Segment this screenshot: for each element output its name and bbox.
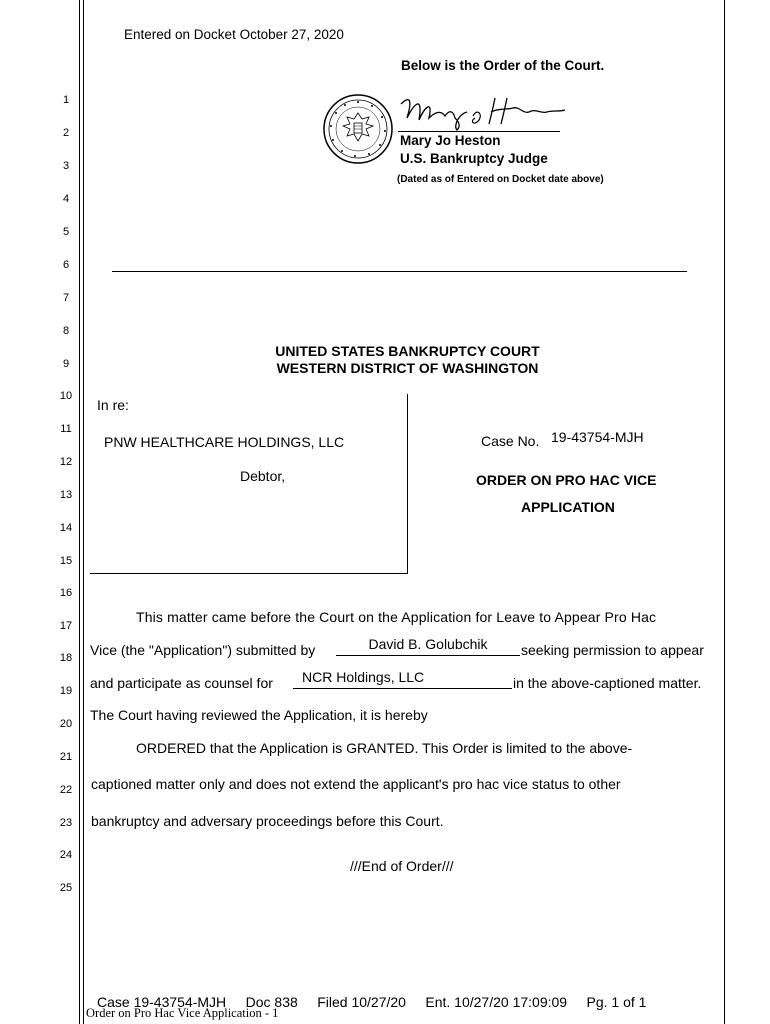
case-number: 19-43754-MJH (551, 429, 644, 445)
client-name-field: NCR Holdings, LLC (293, 669, 512, 689)
applicant-name-field: David B. Golubchik (336, 636, 520, 656)
dated-note: (Dated as of Entered on Docket date above) (397, 174, 604, 185)
line-number: 2 (62, 127, 70, 139)
line-number: 15 (59, 555, 73, 567)
body-p2-line2: captioned matter only and does not extend the applicant's pro hac vice status to other (91, 776, 621, 792)
docket-entry-text: Entered on Docket October 27, 2020 (124, 27, 344, 42)
judge-signature (395, 92, 575, 132)
body-p1-line2-after: seeking permission to appear (521, 642, 704, 658)
case-no-label: Case No. (481, 433, 540, 449)
line-number: 4 (62, 193, 70, 205)
line-number: 19 (59, 685, 73, 697)
header-rule (112, 271, 687, 272)
line-number: 9 (62, 358, 70, 370)
line-number: 20 (59, 718, 73, 730)
order-heading: Below is the Order of the Court. (401, 58, 605, 73)
body-p1-line4: The Court having reviewed the Application, it is hereby (90, 707, 428, 723)
in-re-label: In re: (97, 397, 129, 413)
line-number: 10 (59, 390, 73, 402)
line-number: 5 (62, 226, 70, 238)
line-number: 23 (59, 817, 73, 829)
judge-title: U.S. Bankruptcy Judge (400, 151, 548, 166)
line-number: 1 (62, 94, 70, 106)
line-number: 6 (62, 259, 70, 271)
page-label: Order on Pro Hac Vice Application - 1 (86, 1006, 279, 1020)
line-number: 24 (59, 849, 73, 861)
filing-stamp: Case 19-43754-MJH Doc 838 Filed 10/27/20 Ent. 10/27/20 17:09:09 Pg. 1 of 1 (97, 994, 647, 1010)
court-name: UNITED STATES BANKRUPTCY COURT (275, 343, 540, 359)
debtor-label: Debtor, (240, 468, 286, 484)
signature-line (398, 131, 560, 132)
line-number: 8 (62, 325, 70, 337)
court-district: WESTERN DISTRICT OF WASHINGTON (276, 360, 539, 376)
body-p1-line3-after: in the above-captioned matter. (513, 675, 702, 691)
line-number: 25 (59, 882, 73, 894)
line-number: 21 (59, 751, 73, 763)
caption-box (90, 394, 408, 574)
line-number: 16 (59, 587, 73, 599)
end-of-order: ///End of Order/// (350, 858, 454, 874)
order-title-line1: ORDER ON PRO HAC VICE (476, 472, 657, 488)
body-p1-line1: This matter came before the Court on the Application for Leave to Appear Pro Hac (136, 609, 657, 625)
margin-line-left (79, 0, 80, 1024)
judge-name: Mary Jo Heston (400, 133, 501, 148)
line-number: 13 (59, 489, 73, 501)
line-number: 11 (60, 423, 72, 435)
line-number: 17 (59, 620, 73, 632)
margin-line-right (83, 0, 84, 1024)
body-p2-line1: ORDERED that the Application is GRANTED. This Order is limited to the above- (136, 740, 633, 756)
line-number: 18 (59, 652, 73, 664)
court-seal-icon (322, 93, 394, 165)
line-number: 14 (59, 522, 73, 534)
line-number: 12 (59, 456, 73, 468)
line-number: 22 (59, 784, 73, 796)
body-p1-line2-before: Vice (the "Application") submitted by (90, 642, 316, 658)
order-title-line2: APPLICATION (521, 499, 615, 515)
body-p1-line3-before: and participate as counsel for (90, 675, 273, 691)
line-number: 7 (62, 292, 70, 304)
body-p2-line3: bankruptcy and adversary proceedings before this Court. (91, 813, 444, 829)
page-right-border (724, 0, 725, 1024)
debtor-name: PNW HEALTHCARE HOLDINGS, LLC (104, 434, 345, 450)
line-number: 3 (62, 160, 70, 172)
